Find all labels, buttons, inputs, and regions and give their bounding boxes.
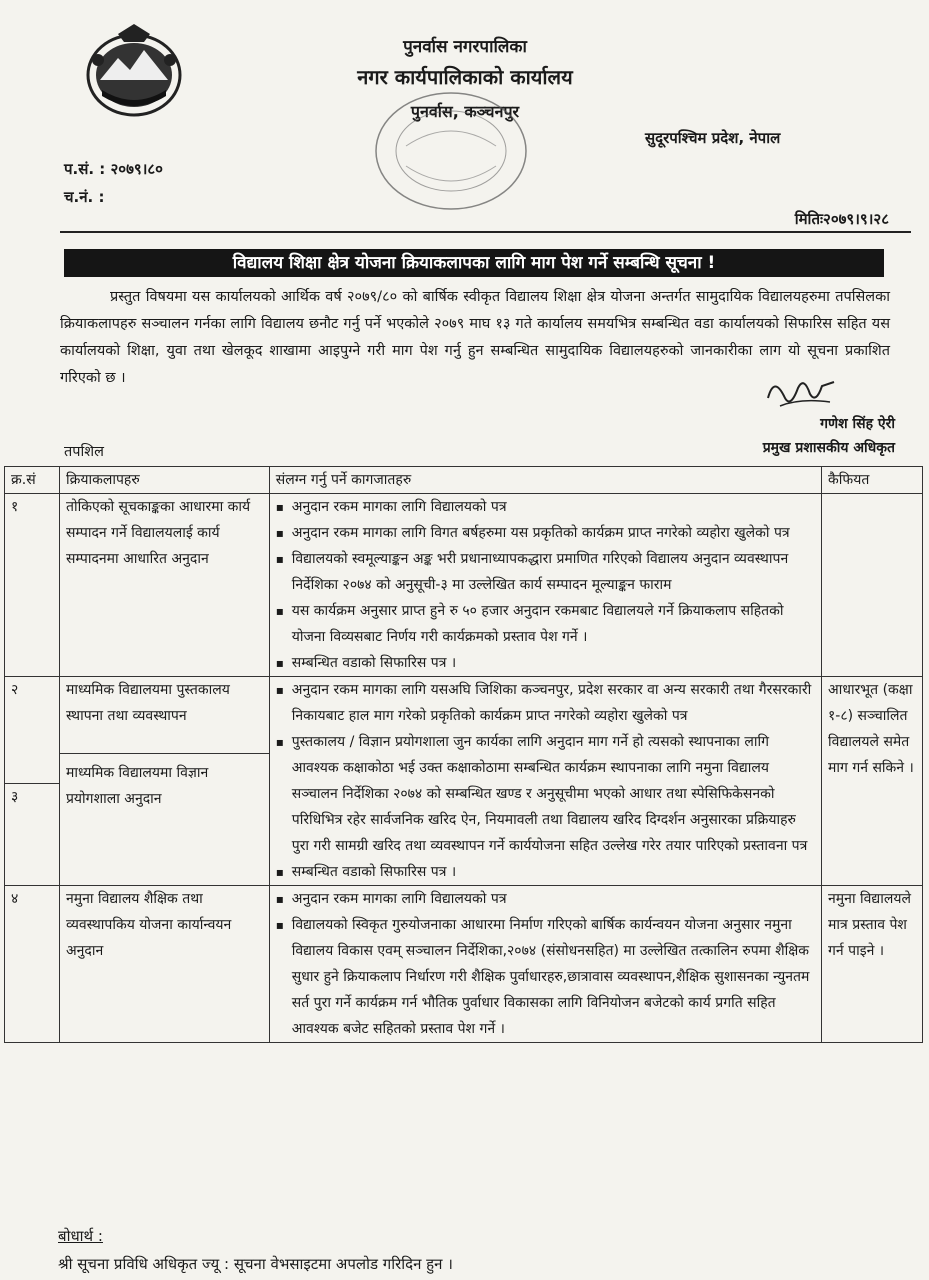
dispatch-number: च.नं. : [64, 188, 105, 206]
header-documents: संलग्न गर्नु पर्ने कागजातहरु [269, 467, 821, 494]
document-item: ▪ विद्यालयको स्विकृत गुरुयोजनाका आधारमा निर्माण गरिएको बार्षिक कार्यन्वयन योजना अनुसार नमुना विद्यालय विकास एवम् सञ्चालन निर्देशिका,२०७४ (संसोधनसहित) मा उल्लेखित तत्कालिन रुपमा शैक्षिक सुधार हुने क्रियाकलाप निर्धारण गरी शैक्षिक पुर्वाधारहरु,छात्रावास व्यवस्थापन,शैक्षिक सुशासनका न्युनतम सर्त पुरा गर्ने कार्यक्रम गर्न भौतिक पुर्वाधार विकासका लागि विनियोजन बजेटको कार्य प्रगति सहित आवश्यक बजेट सहितको प्रस्ताव पेश गर्ने । [276, 912, 815, 1042]
header-serial: क्र.सं [5, 467, 60, 494]
table-row [5, 677, 923, 886]
reference-block [64, 155, 163, 211]
row-serial: ४ [5, 886, 60, 1043]
document-item: ▪ यस कार्यक्रम अनुसार प्राप्त हुने रु ५० हजार अनुदान रकमबाट विद्यालयले गर्ने क्रियाकलाप सहितको योजना विव्यसबाट निर्णय गरी कार्यक्रमको प्रस्ताव पेश गर्ने । [276, 598, 815, 650]
office-seal-icon [366, 86, 536, 216]
row-remarks: आधारभूत (कक्षा १-८) सञ्चालित विद्यालयले समेत माग गर्न सकिने । [822, 677, 923, 886]
document-item: ▪ अनुदान रकम मागका लागि विगत बर्षहरुमा यस प्रकृतिको कार्यक्रम प्राप्त नगरेको व्यहोरा खुलेको पत्र [276, 520, 815, 546]
row-documents [269, 886, 821, 1043]
footer [58, 1222, 453, 1278]
nepal-emblem-icon [78, 20, 190, 120]
municipality-name: पुनर्वास नगरपालिका [403, 37, 527, 57]
signatory-block [720, 412, 895, 460]
row-serial-2: २ [11, 682, 19, 698]
activity-science-lab: माध्यमिक विद्यालयमा विज्ञान प्रयोगशाला अनुदान [60, 753, 269, 812]
header-divider [60, 231, 911, 233]
table-row [5, 886, 923, 1043]
row-activity: तोकिएको सूचकाङ्कका आधारमा कार्य सम्पादन गर्ने विद्यालयलाई कार्य सम्पादनमा आधारित अनुदान [59, 494, 269, 677]
row-documents [269, 494, 821, 677]
document-item: ▪ सम्बन्धित वडाको सिफारिस पत्र । [276, 859, 815, 885]
row-serial [5, 677, 60, 886]
footer-label: बोधार्थ : [58, 1227, 103, 1245]
activity-library: माध्यमिक विद्यालयमा पुस्तकालय स्थापना तथा व्यवस्थापन [65, 682, 230, 724]
row-documents [269, 677, 821, 886]
table-header-row [5, 467, 923, 494]
notice-title: विद्यालय शिक्षा क्षेत्र योजना क्रियाकलापका लागि माग पेश गर्ने सम्बन्धि सूचना ! [64, 249, 884, 277]
document-item: ▪ अनुदान रकम मागका लागि विद्यालयको पत्र [276, 886, 815, 912]
date-row [0, 205, 929, 233]
row-activity: नमुना विद्यालय शैक्षिक तथा व्यवस्थापकिय योजना कार्यान्वयन अनुदान [59, 886, 269, 1043]
table-row [5, 494, 923, 677]
province-name: सुदूरपश्चिम प्रदेश, नेपाल [645, 129, 781, 147]
reference-number: प.सं. : २०७९।८० [64, 160, 163, 178]
signatory-name: गणेश सिंह ऐरी [820, 416, 895, 432]
row-activity [59, 677, 269, 886]
document-item: ▪ अनुदान रकम मागका लागि यसअघि जिशिका कञ्चनपुर, प्रदेश सरकार वा अन्य सरकारी तथा गैरसरकारी निकायबाट हाल माग गरेको प्रकृतिको कार्यक्रम प्राप्त नगरेको व्यहोरा खुलेको पत्र [276, 677, 815, 729]
table-caption: तपशिल [64, 444, 104, 460]
document-item: ▪ विद्यालयको स्वमूल्याङ्कन अङ्क भरी प्रधानाध्यापकद्धारा प्रमाणित गरिएको विद्यालय अनुदान व्यवस्थापन निर्देशिका २०७४ को अनुसूची-३ मा उल्लेखित कार्य सम्पादन मूल्याङ्कन फाराम [276, 546, 815, 598]
office-name: नगर कार्यपालिकाको कार्यालय [357, 65, 573, 89]
activities-table [4, 466, 923, 1043]
header-remarks: कैफियत [822, 467, 923, 494]
row-remarks [822, 494, 923, 677]
notice-date: मितिः२०७९।९।२८ [794, 210, 889, 228]
row-remarks: नमुना विद्यालयले मात्र प्रस्ताव पेश गर्न पाइने । [822, 886, 923, 1043]
footer-note: श्री सूचना प्रविधि अधिकृत ज्यू : सूचना वेभसाइटमा अपलोड गरिदिन हुन । [58, 1255, 453, 1273]
document-item: ▪ पुस्तकालय / विज्ञान प्रयोगशाला जुन कार्यका लागि अनुदान माग गर्ने हो त्यसको स्थापनाका लागि आवश्यक कक्षाकोठा भई उक्त कक्षाकोठामा सम्बन्धित कार्यक्रम स्थापनाका लागि नमुना विद्यालय सञ्चालन निर्देशिका २०७४ को सम्बन्धित खण्ड र अनुसूचीमा भएको आधार तथा स्पेसिफिकेसनको परिधिभित्र रहेर सार्वजनिक खरिद ऐन, नियमावली तथा विद्यालय खरिद दिग्दर्शन अनुसारका प्रक्रियाहरु पुरा गरी सामग्री खरिद तथा व्यवस्थापन गर्ने कार्ययोजना सहित उल्लेख गरेर तयार पारिएको प्रस्तावना पत्र [276, 729, 815, 859]
signature-icon [760, 368, 840, 418]
row-serial: १ [5, 494, 60, 677]
document-item: ▪ सम्बन्धित वडाको सिफारिस पत्र । [276, 650, 815, 676]
body-paragraph: प्रस्तुत विषयमा यस कार्यालयको आर्थिक वर्ष २०७९/८० को बार्षिक स्वीकृत विद्यालय शिक्षा क्षेत्र योजना अन्तर्गत सामुदायिक विद्यालयहरुमा तपसिलका क्रियाकलापहरु सञ्चालन गर्नका लागि विद्यालय छनौट गर्नु पर्ने भएकोले २०७९ माघ १३ गते कार्यालय समयभित्र सम्बन्धित वडा कार्यालयको सिफारिस सहित यस कार्यालयको शिक्षा, युवा तथा खेलकूद शाखामा आइपुग्ने गरी माग पेश गर्नु हुन सम्बन्धित सामुदायिक विद्यालयहरुको जानकारीका लाग यो सूचना प्रकाशित गरिएको छ । [60, 289, 890, 386]
signatory-designation: प्रमुख प्रशासकीय अधिकृत [762, 440, 895, 456]
office-location: पुनर्वास, कञ्चनपुर [410, 102, 520, 121]
document-item: ▪ अनुदान रकम मागका लागि विद्यालयको पत्र [276, 494, 815, 520]
header-activities: क्रियाकलापहरु [59, 467, 269, 494]
row-serial-3: ३ [5, 783, 59, 810]
